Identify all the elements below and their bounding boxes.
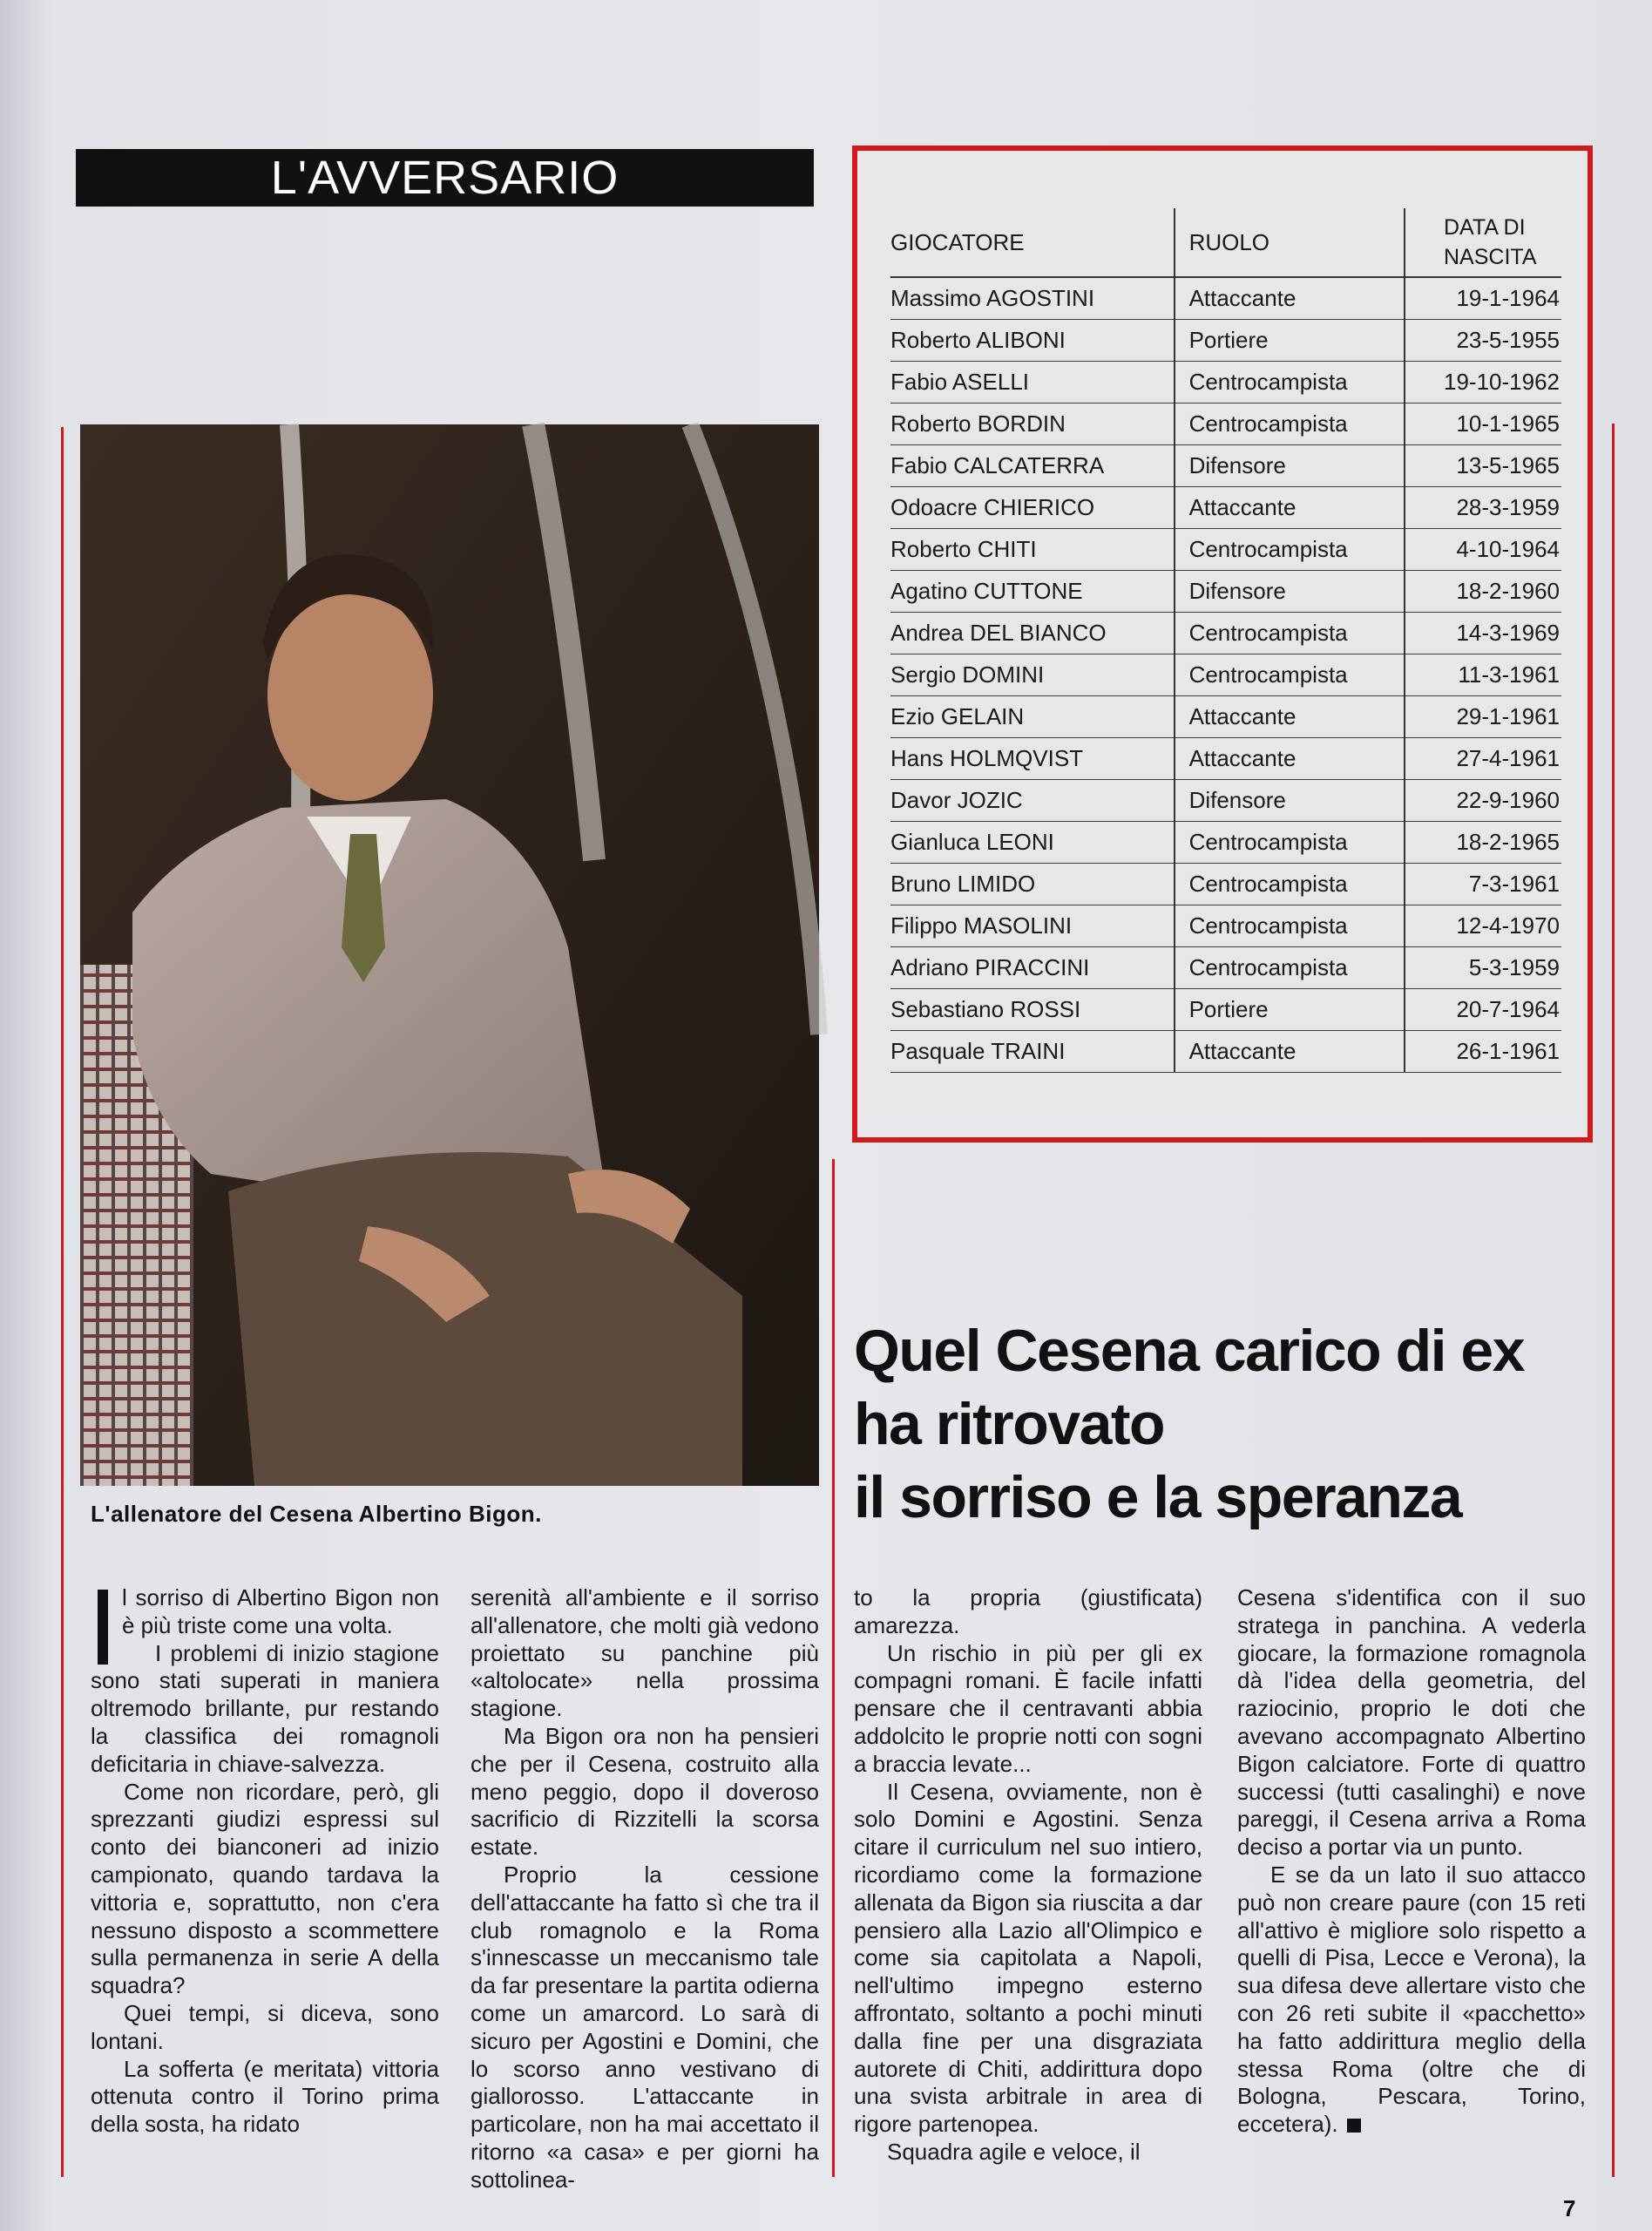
player-first-name: Odoacre xyxy=(890,494,978,520)
article-paragraph-text: E se da un lato il suo attacco può non creare paure (con 15 reti all'attivo è migliore solo rispetto a quelli di Pisa, Lecce e Verona), la sua difesa deve allertare visto che con 26 reti subite il «pacchetto» ha fatto addirittura meglio della stessa Roma (oltre che di Bologna, Pescara, Torino, eccetera). xyxy=(1237,1861,1586,2138)
player-birth-date: 19-10-1962 xyxy=(1405,362,1561,403)
player-last-name: JOZIC xyxy=(957,787,1023,813)
article-paragraph: La sofferta (e meritata) vittoria ottenuta contro il Torino prima della sosta, ha ridato xyxy=(91,2055,439,2138)
player-last-name: BORDIN xyxy=(977,410,1066,437)
player-birth-date: 23-5-1955 xyxy=(1405,320,1561,362)
headline-line-2: ha ritrovato xyxy=(854,1391,1165,1457)
player-first-name: Massimo xyxy=(890,285,982,311)
roster-body xyxy=(890,277,1561,1073)
roster-row xyxy=(890,571,1561,613)
article-paragraph: Come non ricordare, però, gli sprezzanti giudizi espressi sul conto dei bianconeri ad inizio campionato, quando tardava la vittoria e, soprattutto, non c'era nessuno disposto a scommettere sulla permanenza in serie A della squadra? xyxy=(91,1778,439,1999)
article-column-2 xyxy=(471,1584,819,2193)
drop-cap-bar xyxy=(98,1590,108,1665)
player-birth-date: 29-1-1961 xyxy=(1405,696,1561,738)
player-first-name: Pasquale xyxy=(890,1038,985,1064)
article-column-4 xyxy=(1237,1584,1586,2177)
article-paragraph: Cesena s'identifica con il suo stratega in panchina. A vederla giocare, la formazione romagnola dà l'idea della geometria, del raziocinio, proprio le doti che avevano accompagnato Albertino Bigon calciatore. Forte di quattro successi (tutti casalinghi) e nove pareggi, il Cesena arriva a Roma deciso a portar via un punto. xyxy=(1237,1584,1586,1861)
header-player: GIOCATORE xyxy=(890,208,1175,277)
player-name xyxy=(890,613,1175,654)
article-paragraph: Proprio la cessione dell'attaccante ha fatto sì che tra il club romagnolo e la Roma s'innescasse un meccanismo tale da far presentare la partita odierna come un amarcord. Lo sarà di sicuro per Agostini e Domini, che lo scorso anno vestivano di giallorosso. L'attaccante in particolare, non ha mai accettato il ritorno «a casa» e per giorni ha sottolinea- xyxy=(471,1861,819,2193)
player-last-name: AGOSTINI xyxy=(985,285,1095,311)
center-red-rule xyxy=(832,1159,835,2177)
player-role: Centrocampista xyxy=(1175,654,1405,696)
player-name xyxy=(890,487,1175,529)
player-birth-date: 11-3-1961 xyxy=(1405,654,1561,696)
player-name xyxy=(890,403,1175,445)
player-name xyxy=(890,822,1175,864)
player-birth-date: 18-2-1965 xyxy=(1405,822,1561,864)
player-role: Centrocampista xyxy=(1175,529,1405,571)
player-last-name: CUTTONE xyxy=(973,578,1083,604)
article-paragraph: I problemi di inizio stagione sono stati superati in maniera oltremodo brillante, pur restando la classifica dei romagnoli deficitaria in chiave-salvezza. xyxy=(91,1639,439,1777)
player-birth-date: 28-3-1959 xyxy=(1405,487,1561,529)
player-birth-date: 26-1-1961 xyxy=(1405,1031,1561,1073)
player-name xyxy=(890,738,1175,780)
player-birth-date: 13-5-1965 xyxy=(1405,445,1561,487)
player-first-name: Bruno xyxy=(890,871,951,897)
roster-row xyxy=(890,445,1561,487)
player-first-name: Sebastiano xyxy=(890,996,1005,1022)
left-red-rule xyxy=(61,427,64,2177)
player-name xyxy=(890,1031,1175,1073)
player-role: Centrocampista xyxy=(1175,362,1405,403)
player-role: Centrocampista xyxy=(1175,947,1405,989)
player-birth-date: 14-3-1969 xyxy=(1405,613,1561,654)
article-paragraph xyxy=(1237,1861,1586,2139)
header-birth xyxy=(1405,208,1561,277)
player-role: Centrocampista xyxy=(1175,822,1405,864)
player-birth-date: 7-3-1961 xyxy=(1405,864,1561,905)
player-first-name: Roberto xyxy=(890,327,972,353)
article-paragraph: serenità all'ambiente e il sorriso all'allenatore, che molti già vedono proiettato su panchine più «altolocate» nella prossima stagione. xyxy=(471,1584,819,1722)
player-name xyxy=(890,696,1175,738)
coach-photo-illustration xyxy=(80,424,819,1486)
header-birth-line2: NASCITA xyxy=(1444,245,1537,269)
player-last-name: LIMIDO xyxy=(957,871,1036,897)
article-column-1 xyxy=(91,1584,439,2177)
player-first-name: Andrea xyxy=(890,620,964,646)
player-name xyxy=(890,947,1175,989)
article-paragraph: l sorriso di Albertino Bigon non è più triste come una volta. xyxy=(122,1584,439,1638)
roster-row xyxy=(890,905,1561,947)
roster-row xyxy=(890,947,1561,989)
article-paragraph: Il Cesena, ovviamente, non è solo Domini e Agostini. Senza citare il curriculum nel suo intiero, ricordiamo come la formazione allenata da Bigon sia riuscita a dar pensiero alla Lazio all'Olimpico e come sia capitolata a Napoli, nell'ultimo impegno esterno affrontato, soltanto a pochi minuti dalla fine per una disgraziata autorete di Chiti, addirittura dopo una svista arbitrale in area di rigore partenopea. xyxy=(854,1778,1202,2138)
player-name xyxy=(890,571,1175,613)
roster-row xyxy=(890,277,1561,320)
roster-row xyxy=(890,696,1561,738)
player-name xyxy=(890,864,1175,905)
player-first-name: Ezio xyxy=(890,703,935,729)
roster-row xyxy=(890,738,1561,780)
player-first-name: Fabio xyxy=(890,452,948,478)
player-name xyxy=(890,277,1175,320)
player-birth-date: 19-1-1964 xyxy=(1405,277,1561,320)
player-birth-date: 22-9-1960 xyxy=(1405,780,1561,822)
player-last-name: CHITI xyxy=(977,536,1037,562)
header-birth-line1: DATA DI xyxy=(1444,215,1526,240)
player-last-name: ALIBONI xyxy=(976,327,1066,353)
headline-line-3: il sorriso e la speranza xyxy=(854,1464,1462,1530)
player-last-name: ROSSI xyxy=(1010,996,1081,1022)
player-role: Centrocampista xyxy=(1175,864,1405,905)
roster-row xyxy=(890,320,1561,362)
player-role: Centrocampista xyxy=(1175,613,1405,654)
player-role: Attaccante xyxy=(1175,1031,1405,1073)
player-first-name: Hans xyxy=(890,745,944,771)
player-name xyxy=(890,989,1175,1031)
player-role: Portiere xyxy=(1175,320,1405,362)
player-birth-date: 20-7-1964 xyxy=(1405,989,1561,1031)
player-birth-date: 18-2-1960 xyxy=(1405,571,1561,613)
player-last-name: TRAINI xyxy=(991,1038,1066,1064)
player-name xyxy=(890,320,1175,362)
player-role: Attaccante xyxy=(1175,738,1405,780)
player-first-name: Filippo xyxy=(890,912,958,939)
player-first-name: Davor xyxy=(890,787,951,813)
right-red-rule xyxy=(1612,424,1615,2177)
player-first-name: Adriano xyxy=(890,954,969,980)
player-last-name: LEONI xyxy=(985,829,1054,855)
player-last-name: MASOLINI xyxy=(963,912,1073,939)
roster-header-row xyxy=(890,208,1561,277)
player-role: Centrocampista xyxy=(1175,905,1405,947)
player-birth-date: 12-4-1970 xyxy=(1405,905,1561,947)
roster-row xyxy=(890,654,1561,696)
player-first-name: Roberto xyxy=(890,536,972,562)
player-last-name: DEL BIANCO xyxy=(970,620,1107,646)
roster-row xyxy=(890,780,1561,822)
player-birth-date: 10-1-1965 xyxy=(1405,403,1561,445)
header-role: RUOLO xyxy=(1175,208,1405,277)
player-name xyxy=(890,654,1175,696)
player-last-name: CALCATERRA xyxy=(953,452,1105,478)
player-birth-date: 4-10-1964 xyxy=(1405,529,1561,571)
player-last-name: GELAIN xyxy=(940,703,1025,729)
roster-table xyxy=(890,208,1561,1073)
roster-row xyxy=(890,1031,1561,1073)
roster-row xyxy=(890,487,1561,529)
headline xyxy=(854,1314,1603,1534)
player-role: Attaccante xyxy=(1175,696,1405,738)
player-role: Attaccante xyxy=(1175,487,1405,529)
roster-row xyxy=(890,822,1561,864)
player-role: Portiere xyxy=(1175,989,1405,1031)
player-role: Difensore xyxy=(1175,780,1405,822)
roster-row xyxy=(890,864,1561,905)
player-name xyxy=(890,362,1175,403)
article-column-3 xyxy=(854,1584,1202,2177)
player-birth-date: 5-3-1959 xyxy=(1405,947,1561,989)
player-last-name: ASELLI xyxy=(951,369,1030,395)
page-number: 7 xyxy=(1563,2195,1576,2221)
player-role: Attaccante xyxy=(1175,277,1405,320)
player-first-name: Fabio xyxy=(890,369,948,395)
section-banner: L'AVVERSARIO xyxy=(76,149,814,207)
photo-caption: L'allenatore del Cesena Albertino Bigon. xyxy=(91,1501,542,1527)
player-role: Difensore xyxy=(1175,571,1405,613)
player-last-name: PIRACCINI xyxy=(974,954,1090,980)
roster-box xyxy=(852,146,1593,1143)
article-paragraph: Squadra agile e veloce, il xyxy=(887,2138,1141,2165)
player-last-name: HOLMQVIST xyxy=(949,745,1084,771)
player-birth-date: 27-4-1961 xyxy=(1405,738,1561,780)
article-paragraph: Ma Bigon ora non ha pensieri che per il Cesena, costruito alla meno peggio, dopo il doveroso sacrificio di Rizzitelli la scorsa estate. xyxy=(471,1722,819,1861)
roster-row xyxy=(890,613,1561,654)
player-role: Centrocampista xyxy=(1175,403,1405,445)
roster-row xyxy=(890,529,1561,571)
end-of-article-mark xyxy=(1347,2119,1361,2133)
roster-row xyxy=(890,362,1561,403)
player-name xyxy=(890,780,1175,822)
article-paragraph: Quei tempi, si diceva, sono lontani. xyxy=(91,1999,439,2054)
player-last-name: CHIERICO xyxy=(983,494,1095,520)
roster-row xyxy=(890,989,1561,1031)
article-paragraph: Un rischio in più per gli ex compagni romani. È facile infatti pensare che il centravanti abbia addolcito le proprie notti con sogni a braccia levate... xyxy=(854,1639,1202,1777)
article-paragraph: to la propria (giustificata) amarezza. xyxy=(854,1584,1202,1638)
player-name xyxy=(890,445,1175,487)
roster-row xyxy=(890,403,1561,445)
player-name xyxy=(890,529,1175,571)
player-last-name: DOMINI xyxy=(962,661,1045,688)
headline-line-1: Quel Cesena carico di ex xyxy=(854,1318,1525,1384)
coach-photo xyxy=(80,424,819,1486)
player-name xyxy=(890,905,1175,947)
player-role: Difensore xyxy=(1175,445,1405,487)
player-first-name: Sergio xyxy=(890,661,957,688)
player-first-name: Agatino xyxy=(890,578,968,604)
player-first-name: Roberto xyxy=(890,410,972,437)
player-first-name: Gianluca xyxy=(890,829,980,855)
